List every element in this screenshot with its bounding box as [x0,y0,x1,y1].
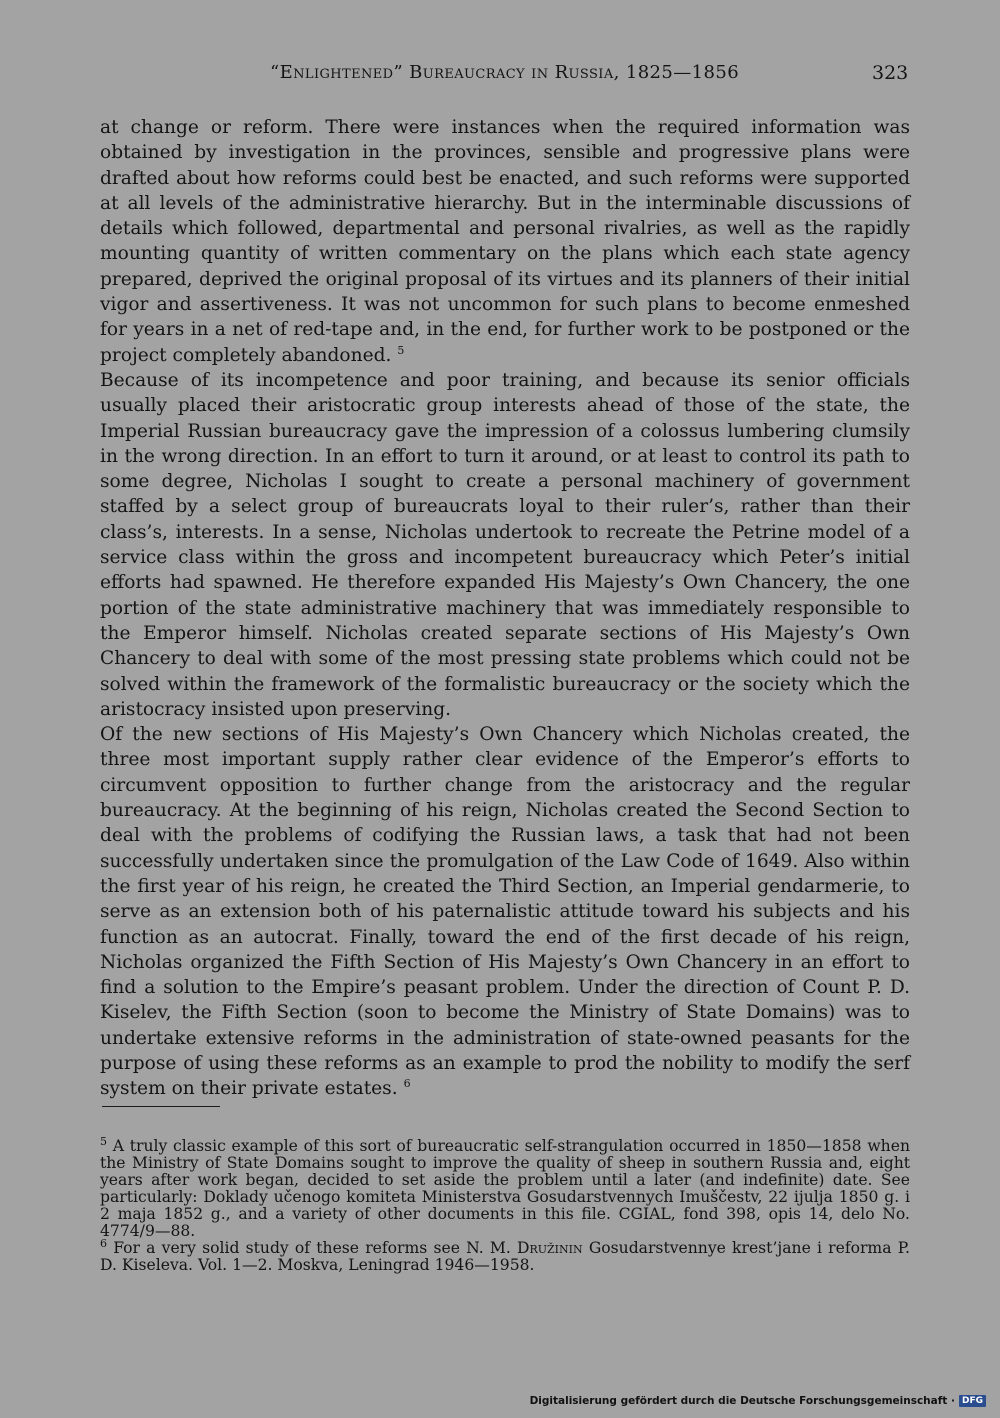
page-header [0,60,1000,90]
footnote-divider [102,1106,220,1107]
running-head: “Enlightened” Bureaucracy in Russia, 1825—1856 [270,62,740,83]
footnote-5 [100,1134,910,1240]
footnote-5-marker: 5 [100,1134,107,1148]
footnote-6 [100,1236,910,1274]
page-number: 323 [872,62,909,84]
paragraph-2: Because of its incompetence and poor training, and because its senior officials usually placed their aristocratic group interests ahead of those of the state, the Imperial Russian bureaucracy gave the impression of a colossus lumbering clumsily in the wrong direction. In an effort to turn it around, or at least to control its path to some degree, Nicholas I sought to create a personal machinery of government staffed by a select group of bureaucrats loyal to their ruler’s, rather than their class’s, interests. In a sense, Nicholas undertook to recreate the Petrine model of a service class within the gross and incompetent bureaucracy which Peter’s initial efforts had spawned. He therefore expanded His Majesty’s Own Chancery, the one portion of the state administrative machinery that was immediately responsible to the Emperor himself. Nicholas created separate sections of His Majesty’s Own Chancery to deal with some of the most pressing state problems which could not be solved within the framework of the formalistic bureaucracy or the society which the aristocracy insisted upon preserving. [100,369,910,720]
body-text [100,115,910,1102]
footnote-ref-5[interactable]: 5 [397,343,405,357]
footnotes [100,1134,910,1274]
paragraph-3 [100,722,910,1101]
paragraph-1 [100,115,910,368]
footnote-6-author: Družinin [516,1239,583,1257]
digitization-credit [530,1392,986,1410]
footnote-6-before: For a very solid study of these reforms see N. M. [113,1239,511,1257]
dfg-logo-icon: DFG [959,1395,986,1407]
footnote-ref-6[interactable]: 6 [403,1077,411,1091]
paragraph-3-text: Of the new sections of His Majesty’s Own Chancery which Nicholas created, the three most important supply rather clear evidence of the Emperor’s efforts to circumvent opposition to further change from the aristocracy and the regular bureaucracy. At the beginning of his reign, Nicholas created the Second Section to deal with the problems of codifying the Russian laws, a task that had not been successfully undertaken since the promulgation of the Law Code of 1649. Also within the first year of his reign, he created the Third Section, an Imperial gendarmerie, to serve as an extension both of his paternalistic attitude toward his subjects and his function as an autocrat. Finally, toward the end of the first decade of his reign, Nicholas organized the Fifth Section of His Majesty’s Own Chancery in an effort to find a solution to the Empire’s peasant problem. Under the direction of Count P. D. Kiselev, the Fifth Section (soon to become the Ministry of State Domains) was to undertake extensive reforms in the administration of state-owned peasants for the purpose of using these reforms as an example to prod the nobility to modify the serf system on their private estates. [100,724,910,1100]
footnote-5-text: A truly classic example of this sort of bureaucratic self-strangulation occurred in 1850—1858 when the Ministry of State Domains sought to improve the quality of sheep in southern Russia and, eight years after work began, decided to set aside the problem until a later (and indefinite) date. See particularly: Doklady učenogo komiteta Ministerstva Gosudarstvennych Imuščestv, 22 ijulja 1850 g. i 2 maja 1852 g., and a variety of other documents in this file. CGIAL, fond 398, opis 14, delo No. 4774/9—88. [100,1137,910,1240]
footnote-6-marker: 6 [100,1236,107,1250]
paragraph-1-text: at change or reform. There were instances when the required information was obtained by investigation in the provinces, sensible and progressive plans were drafted about how reforms could best be enacted, and such reforms were supported at all levels of the administrative hierarchy. But in the interminable discussions of details which followed, departmental and personal rivalries, as well as the rapidly mounting quantity of written commentary on the plans which each state agency prepared, deprived the original proposal of its virtues and its planners of their initial vigor and assertiveness. It was not uncommon for such plans to become enmeshed for years in a net of red-tape and, in the end, for further work to be postponed or the project completely abandoned. [100,117,910,366]
credit-text: Digitalisierung gefördert durch die Deutsche Forschungsgemeinschaft · [529,1395,955,1407]
footnote-6-after: Gosudarstvennye krest’jane i reforma P. D. Kiseleva. Vol. 1—2. Moskva, Leningrad 1946—1958. [100,1239,910,1274]
